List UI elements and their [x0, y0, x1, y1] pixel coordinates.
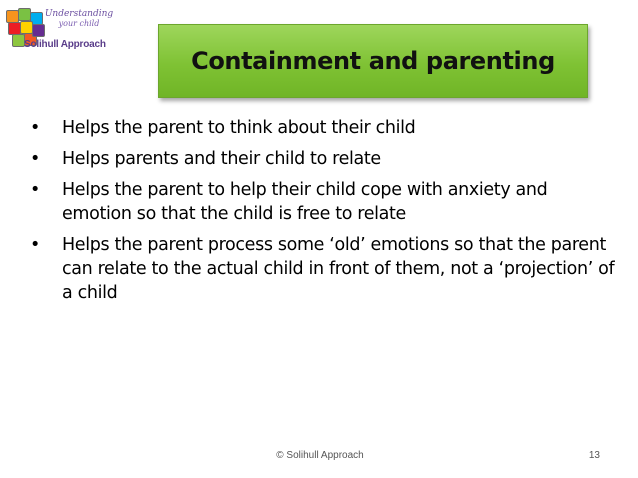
logo-name: Solihull Approach — [24, 39, 106, 50]
bullet-dot-icon: • — [30, 180, 40, 200]
bullet-item — [28, 147, 618, 171]
bullet-dot-icon: • — [30, 149, 40, 169]
bullet-list — [28, 116, 618, 312]
title-box — [158, 24, 588, 98]
bullet-text: Helps parents and their child to relate — [62, 149, 381, 169]
bullet-dot-icon: • — [30, 235, 40, 255]
footer-copyright: © Solihull Approach — [276, 450, 364, 461]
logo-script-line2: your child — [58, 19, 100, 28]
bullet-text: Helps the parent to think about their child — [62, 118, 416, 138]
logo-script-line1: Understanding — [44, 9, 114, 19]
bullet-item — [28, 233, 618, 305]
logo-script — [42, 10, 116, 28]
bullet-item — [28, 116, 618, 140]
bullet-text: Helps the parent to help their child cope with anxiety and emotion so that the child is free to relate — [62, 180, 548, 224]
page-number: 13 — [588, 450, 600, 461]
bullet-dot-icon: • — [30, 118, 40, 138]
solihull-logo — [6, 8, 116, 54]
bullet-text: Helps the parent process some ‘old’ emotions so that the parent can relate to the actual child in front of them, not a ‘projection’ of a child — [62, 235, 615, 303]
bullet-item — [28, 178, 618, 226]
slide-title: Containment and parenting — [191, 47, 555, 75]
